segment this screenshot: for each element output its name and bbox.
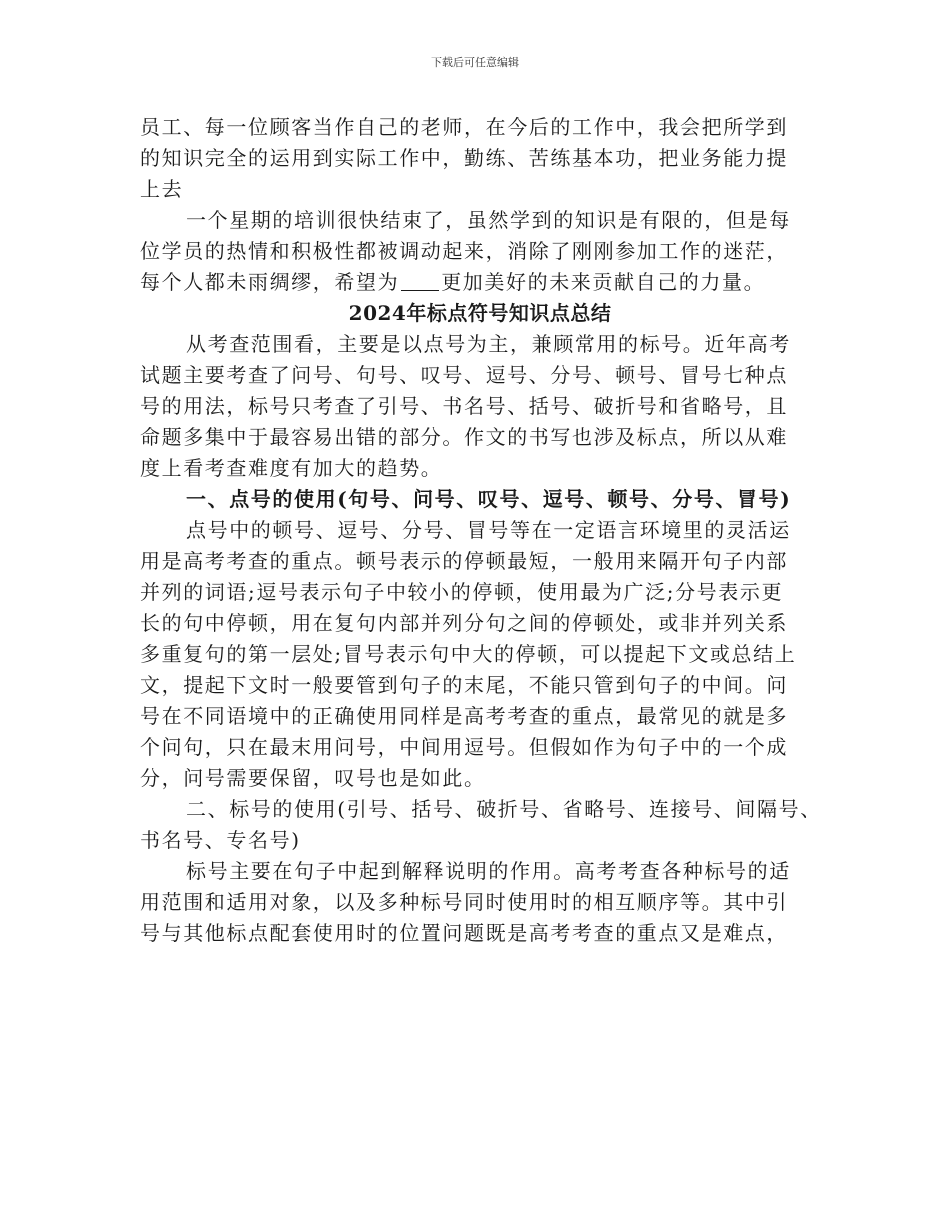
text-line: 书名号、专名号) (140, 828, 301, 852)
text-line: 上去 (140, 177, 184, 201)
text-line: 用范围和适用对象，以及多种标号同时使用时的相互顺序等。其中引 (140, 890, 788, 914)
text-line: 点号中的顿号、逗号、分号、冒号等在一定语言环境里的灵活运 (186, 518, 791, 542)
text-line: 多重复句的第一层处;冒号表示句中大的停顿，可以提起下文或总结上 (140, 642, 797, 666)
text-line: 员工、每一位顾客当作自己的老师，在今后的工作中，我会把所学到 (140, 115, 788, 139)
fill-blank (401, 270, 439, 291)
text-line: 度上看考查难度有加大的趋势。 (140, 456, 443, 480)
text-line: 文，提起下文时一般要管到句子的末尾，不能只管到句子的中间。问 (140, 673, 788, 697)
text-line: 号与其他标点配套使用时的位置问题既是高考考查的重点又是难点， (140, 921, 788, 945)
text-line: 个问句，只在最末用问号，中间用逗号。但假如作为句子中的一个成 (140, 735, 788, 759)
text-line: 长的句中停顿，用在复句内部并列分句之间的停顿处，或非并列关系 (140, 611, 788, 635)
text-line-with-blank (140, 267, 820, 298)
header-note: 下载后可任意编辑 (431, 56, 519, 69)
text-segment: 更加美好的未来贡献自己的力量。 (441, 270, 766, 294)
text-line: 用是高考考查的重点。顿号表示的停顿最短，一般用来隔开句子内部 (140, 549, 788, 573)
heading-2: 二、标号的使用(引号、括号、破折号、省略号、连接号、间隔号、 (186, 797, 822, 821)
text-line: 分，问号需要保留，叹号也是如此。 (140, 766, 486, 790)
document-body (140, 112, 820, 949)
heading-1: 一、点号的使用(句号、问号、叹号、逗号、顿号、分号、冒号) (186, 487, 792, 511)
text-line: 号在不同语境中的正确使用同样是高考考查的重点，最常见的就是多 (140, 704, 788, 728)
text-line: 并列的词语;逗号表示句子中较小的停顿，使用最为广泛;分号表示更 (140, 580, 784, 604)
text-line: 命题多集中于最容易出错的部分。作文的书写也涉及标点，所以从难 (140, 425, 788, 449)
text-line: 试题主要考查了问号、句号、叹号、逗号、分号、顿号、冒号七种点 (140, 363, 788, 387)
text-line: 的知识完全的运用到实际工作中，勤练、苦练基本功，把业务能力提 (140, 146, 788, 170)
text-line: 号的用法，标号只考查了引号、书名号、括号、破折号和省略号，且 (140, 394, 788, 418)
text-segment: 每个人都未雨绸缪，希望为 (140, 270, 400, 294)
section-title: 2024年标点符号知识点总结 (348, 301, 612, 325)
text-line: 标号主要在句子中起到解释说明的作用。高考考查各种标号的适 (186, 859, 791, 883)
text-line: 一个星期的培训很快结束了，虽然学到的知识是有限的，但是每 (186, 208, 791, 232)
text-line: 位学员的热情和积极性都被调动起来，消除了刚刚参加工作的迷茫， (140, 239, 788, 263)
text-line: 从考查范围看，主要是以点号为主，兼顾常用的标号。近年高考 (186, 332, 791, 356)
